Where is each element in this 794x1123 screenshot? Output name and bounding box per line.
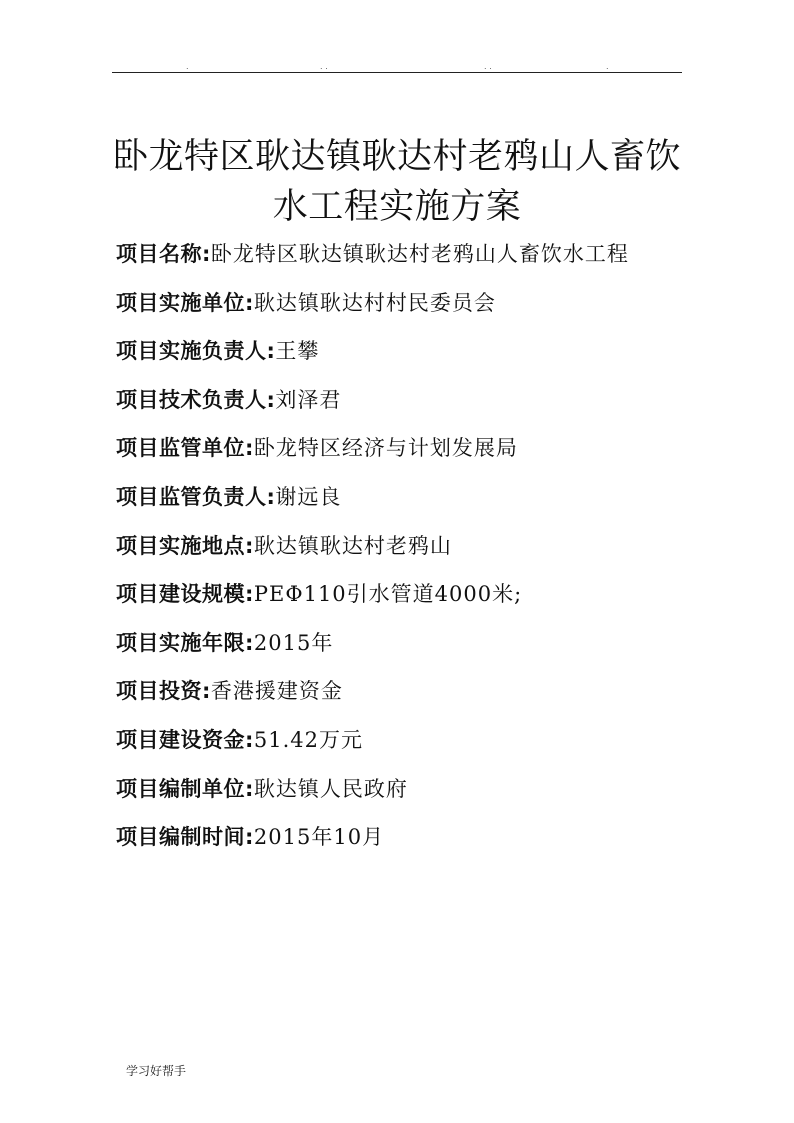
field-value: 刘泽君 [275, 387, 342, 412]
field-label: 项目监管负责人: [116, 484, 276, 509]
field-label: 项目监管单位: [116, 436, 254, 461]
field-supervising-unit [116, 430, 716, 479]
field-label: 项目实施地点: [116, 533, 254, 558]
field-value: 耿达镇耿达村村民委员会 [253, 290, 496, 315]
field-value: 香港援建资金 [210, 679, 343, 704]
field-value: 耿达镇人民政府 [253, 776, 408, 801]
header-dot: . . [484, 62, 492, 71]
field-supervising-lead [116, 479, 716, 528]
field-label: 项目技术负责人: [116, 387, 276, 412]
field-value: 2015年 [253, 630, 334, 655]
field-construction-funds [116, 722, 716, 771]
field-investment [116, 673, 716, 722]
field-label: 项目投资: [116, 679, 211, 704]
document-title-line-2: 水工程实施方案 [272, 187, 522, 227]
header-dot: . [186, 62, 189, 71]
field-value: PEΦ110引水管道4000米; [253, 582, 523, 607]
field-value: 卧龙特区耿达镇耿达村老鸦山人畜饮水工程 [210, 242, 629, 266]
project-info-list [116, 236, 716, 868]
field-label: 项目名称: [116, 242, 211, 266]
field-value: 2015年10月 [253, 825, 385, 850]
header-dot: . . [320, 62, 328, 71]
document-title-line-1: 卧龙特区耿达镇耿达村老鸦山人畜饮 [112, 137, 681, 177]
field-label: 项目实施单位: [116, 290, 254, 315]
field-label: 项目编制时间: [116, 825, 254, 850]
field-label: 项目实施年限: [116, 630, 254, 655]
field-implementation-period [116, 625, 716, 674]
field-value: 51.42万元 [253, 727, 364, 752]
field-compiling-date [116, 819, 716, 868]
field-construction-scale [116, 576, 716, 625]
field-technical-lead [116, 382, 716, 431]
header-rule [112, 72, 682, 73]
field-label: 项目编制单位: [116, 776, 254, 801]
field-compiling-unit [116, 771, 716, 820]
field-label: 项目实施负责人: [116, 339, 276, 364]
field-value: 谢远良 [275, 484, 342, 509]
field-location [116, 528, 716, 577]
field-value: 卧龙特区经济与计划发展局 [253, 436, 518, 461]
field-implementing-unit [116, 285, 716, 334]
field-label: 项目建设资金: [116, 727, 254, 752]
field-project-name [116, 236, 716, 285]
field-value: 耿达镇耿达村老鸦山 [253, 533, 452, 558]
field-label: 项目建设规模: [116, 582, 254, 607]
field-value: 王攀 [275, 339, 320, 364]
header-dot: . [606, 62, 609, 71]
footer-text: 学习好帮手 [126, 1064, 187, 1078]
field-implementation-lead [116, 333, 716, 382]
